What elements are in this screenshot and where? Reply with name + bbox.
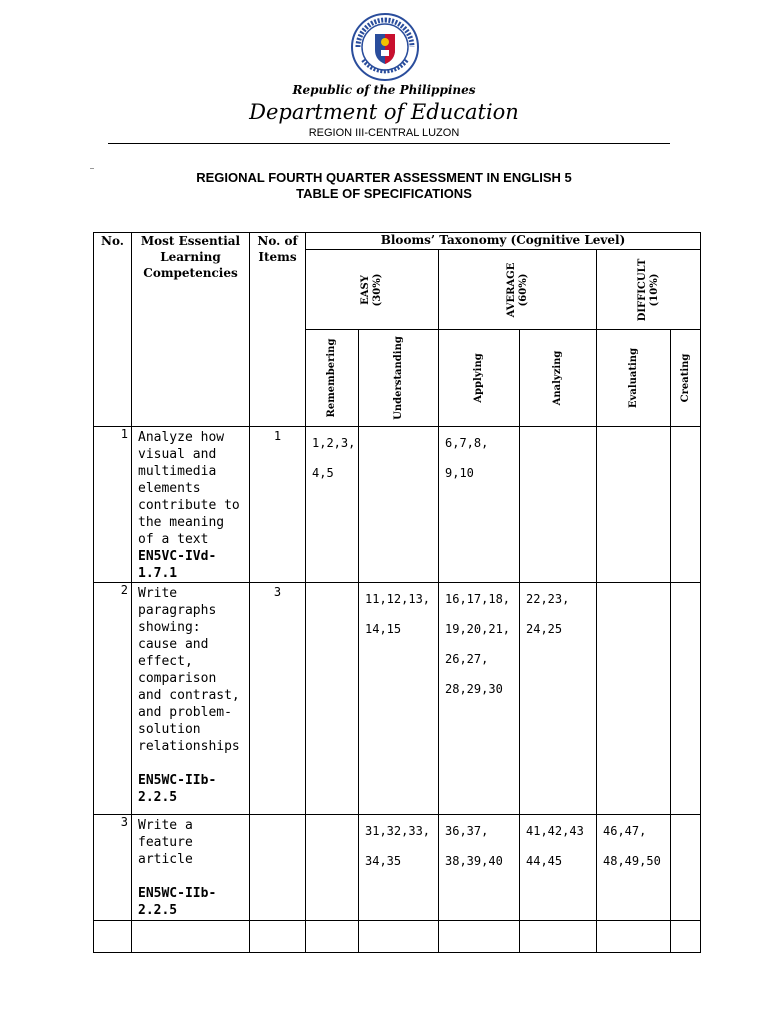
analyzing-cell: 22,23, 24,25 — [520, 583, 597, 815]
empty-cell — [359, 921, 439, 953]
level-average — [439, 250, 597, 330]
level-average-pct: (60%) — [517, 273, 529, 306]
subheader-understanding-label: Understanding — [392, 336, 404, 420]
region-name: REGION III-CENTRAL LUZON — [308, 127, 460, 139]
competency-code: EN5VC-IVd-1.7.1 — [138, 549, 217, 581]
creating-cell — [671, 583, 701, 815]
subheader-evaluating-label: Evaluating — [627, 347, 639, 409]
specifications-table — [93, 232, 701, 953]
level-easy-pct: (30%) — [372, 273, 383, 306]
header-items: No. of Items — [250, 233, 306, 427]
level-average-name: AVERAGE — [505, 262, 517, 317]
table-row — [94, 815, 701, 921]
subheader-understanding — [359, 330, 439, 427]
level-difficult-pct: (10%) — [648, 273, 660, 306]
document-title: TABLE OF SPECIFICATIONS — [296, 186, 472, 201]
empty-cell — [94, 921, 132, 953]
empty-row — [94, 921, 701, 953]
subheader-remembering — [306, 330, 359, 427]
empty-cell — [439, 921, 520, 953]
competency-cell — [132, 815, 250, 921]
subheader-analyzing — [520, 330, 597, 427]
empty-cell — [520, 921, 597, 953]
header-divider — [108, 143, 670, 144]
table-row — [94, 427, 701, 583]
competency-cell — [132, 427, 250, 583]
level-easy — [306, 250, 439, 330]
empty-cell — [250, 921, 306, 953]
remembering-cell: 1,2,3, 4,5 — [306, 427, 359, 583]
creating-cell — [671, 427, 701, 583]
assessment-title: REGIONAL FOURTH QUARTER ASSESSMENT IN ENGLISH 5 — [196, 170, 572, 185]
department-name: Department of Education — [249, 100, 519, 124]
understanding-cell — [359, 427, 439, 583]
header-no: No. — [94, 233, 132, 427]
subheader-remembering-label: Remembering — [326, 338, 337, 418]
subheader-creating-label: Creating — [679, 353, 691, 403]
subheader-creating — [671, 330, 701, 427]
header-row — [94, 233, 701, 250]
items-cell: 3 — [250, 583, 306, 815]
empty-cell — [671, 921, 701, 953]
level-difficult — [597, 250, 701, 330]
competency-code: EN5WC-IIb-2.2.5 — [138, 886, 217, 918]
competency-text: Write a feature article — [138, 818, 193, 867]
remembering-cell — [306, 815, 359, 921]
level-easy-name: EASY — [360, 274, 371, 305]
deped-seal-icon — [350, 12, 420, 82]
row-number: 3 — [94, 815, 132, 921]
subheader-analyzing-label: Analyzing — [552, 350, 563, 406]
empty-cell — [132, 921, 250, 953]
creating-cell — [671, 815, 701, 921]
items-cell: 1 — [250, 427, 306, 583]
items-cell — [250, 815, 306, 921]
margin-mark — [90, 168, 94, 169]
analyzing-cell — [520, 427, 597, 583]
understanding-cell: 31,32,33, 34,35 — [359, 815, 439, 921]
applying-cell: 6,7,8, 9,10 — [439, 427, 520, 583]
applying-cell: 16,17,18, 19,20,21, 26,27, 28,29,30 — [439, 583, 520, 815]
competency-text: Write paragraphs showing: cause and effect, comparison and contrast, and problem-solution relationships — [138, 586, 240, 754]
subheader-evaluating — [597, 330, 671, 427]
remembering-cell — [306, 583, 359, 815]
republic-line: Republic of the Philippines — [292, 83, 476, 97]
applying-cell: 36,37, 38,39,40 — [439, 815, 520, 921]
empty-cell — [306, 921, 359, 953]
row-number: 1 — [94, 427, 132, 583]
subheader-applying — [439, 330, 520, 427]
evaluating-cell: 46,47, 48,49,50 — [597, 815, 671, 921]
row-number: 2 — [94, 583, 132, 815]
competency-code: EN5WC-IIb-2.2.5 — [138, 773, 217, 805]
evaluating-cell — [597, 427, 671, 583]
subheader-applying-label: Applying — [473, 353, 484, 403]
empty-cell — [597, 921, 671, 953]
header-competencies: Most Essential Learning Competencies — [132, 233, 250, 427]
analyzing-cell: 41,42,43 44,45 — [520, 815, 597, 921]
table-row — [94, 583, 701, 815]
competency-text: Analyze how visual and multimedia elements contribute to the meaning of a text — [138, 430, 240, 547]
understanding-cell: 11,12,13, 14,15 — [359, 583, 439, 815]
competency-cell — [132, 583, 250, 815]
header-blooms: Blooms’ Taxonomy (Cognitive Level) — [306, 233, 701, 250]
level-difficult-name: DIFFICULT — [636, 258, 648, 321]
evaluating-cell — [597, 583, 671, 815]
